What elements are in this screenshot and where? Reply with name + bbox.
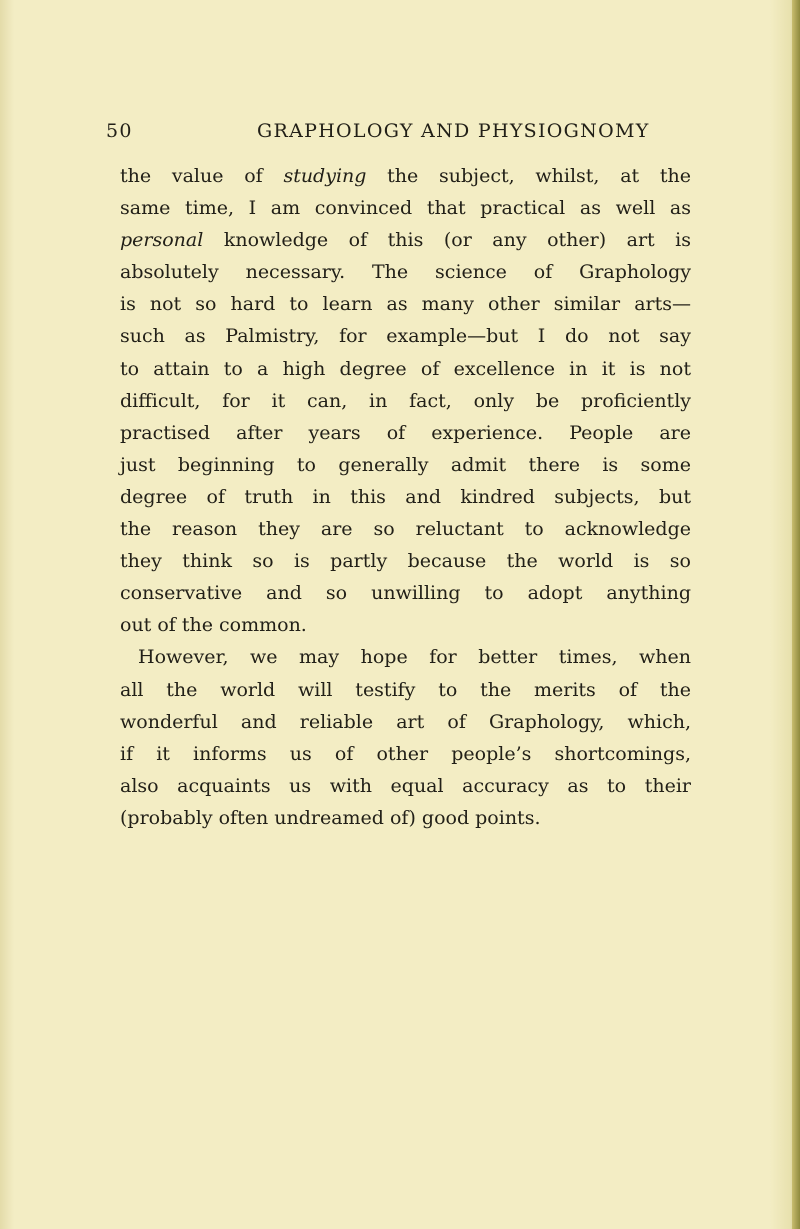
page-edge-shadow: [792, 0, 800, 1229]
text-line: to attain to a high degree of excellence in it is not: [120, 357, 691, 380]
text-line: personal knowledge of this (or any other) art is: [120, 229, 691, 252]
text-line: difficult, for it can, in fact, only be proficiently: [120, 389, 691, 412]
text-line: out of the common.: [120, 614, 307, 637]
text-line: the reason they are so reluctant to acknowledge: [120, 518, 691, 541]
running-header-title: GRAPHOLOGY AND PHYSIOGNOMY: [257, 120, 650, 142]
text-line: conservative and so unwilling to adopt anything: [120, 582, 691, 605]
text-line: such as Palmistry, for example—but I do not say: [120, 325, 691, 348]
text-line: they think so is partly because the world is so: [120, 550, 691, 573]
emphasis-personal: personal: [120, 229, 204, 252]
text-line: also acquaints us with equal accuracy as to their: [120, 774, 691, 797]
text-line: wonderful and reliable art of Graphology, which,: [120, 710, 691, 733]
text-line: the value of studying the subject, whilst, at the: [120, 165, 692, 187]
page-number: 50: [106, 120, 133, 142]
text-line: practised after years of experience. People are: [120, 421, 691, 444]
text-line: is not so hard to learn as many other similar arts—: [120, 293, 691, 316]
body-text: [120, 160, 691, 834]
text-line: same time, I am convinced that practical as well as: [120, 197, 691, 220]
text-line: all the world will testify to the merits of the: [120, 678, 691, 701]
text-line: if it informs us of other people’s shortcomings,: [120, 742, 691, 765]
text-line: absolutely necessary. The science of Graphology: [120, 261, 691, 284]
running-header: [106, 120, 706, 148]
emphasis-studying: studying: [283, 165, 367, 187]
text-line: just beginning to generally admit there is some: [120, 453, 691, 476]
text-line: However, we may hope for better times, when: [138, 646, 691, 669]
text-line: (probably often undreamed of) good points.: [120, 806, 541, 829]
text-line: degree of truth in this and kindred subjects, but: [120, 485, 691, 508]
